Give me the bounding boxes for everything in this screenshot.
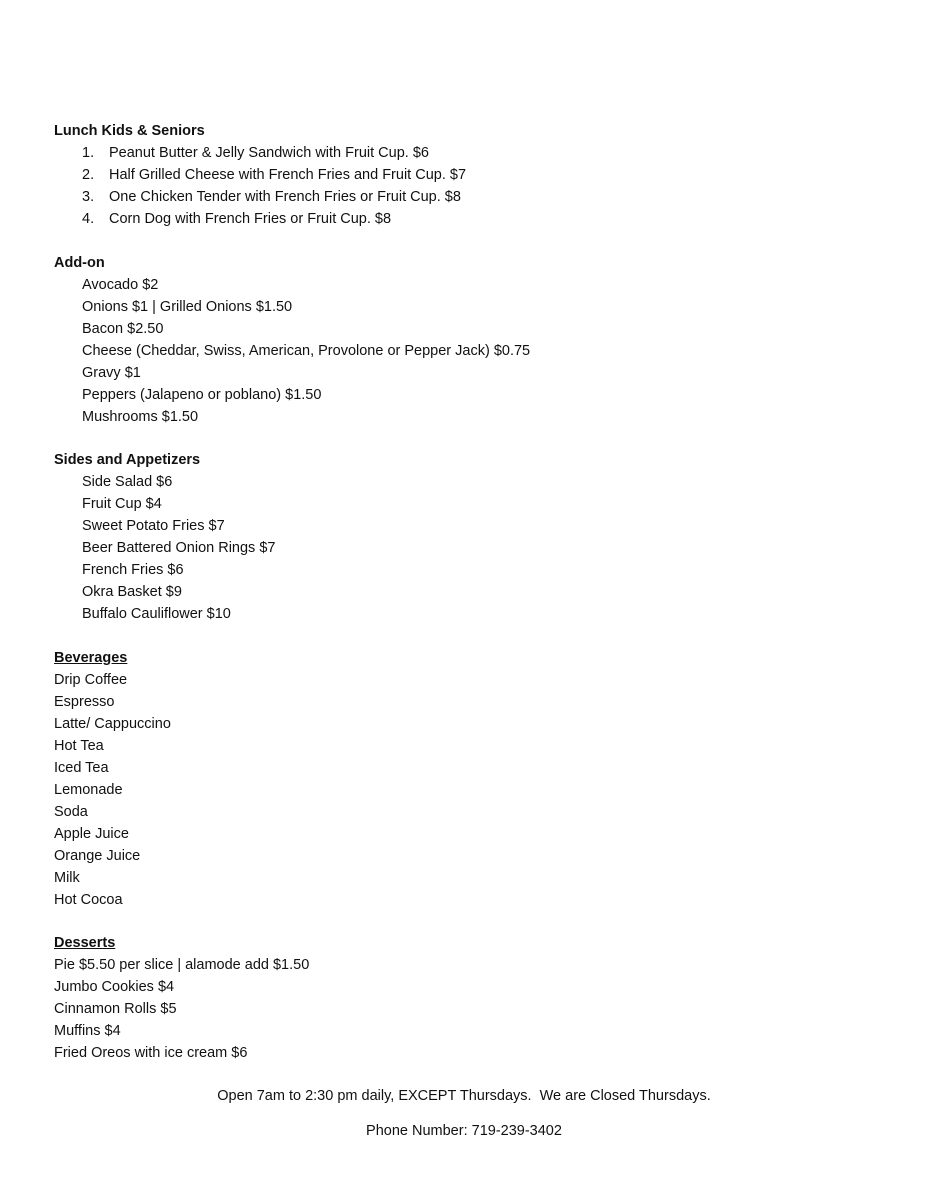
list-item: Okra Basket $9 — [82, 584, 182, 600]
list-item: Orange Juice — [54, 848, 141, 864]
list-item: Latte/ Cappuccino — [54, 716, 171, 732]
list-item: Espresso — [54, 694, 115, 710]
list-item: Milk — [54, 870, 80, 886]
list-item: Fruit Cup $4 — [82, 496, 162, 512]
list-item: Cinnamon Rolls $5 — [54, 1001, 177, 1017]
list-item: Mushrooms $1.50 — [82, 409, 199, 425]
list-number: 4. — [82, 211, 95, 227]
list-item: Hot Cocoa — [54, 892, 123, 908]
list-item: Jumbo Cookies $4 — [54, 979, 175, 995]
phone-number: Phone Number: 719-239-3402 — [366, 1123, 562, 1139]
list-item: Lemonade — [54, 782, 123, 798]
list-item: Soda — [54, 804, 88, 820]
list-item-text: Peanut Butter & Jelly Sandwich with Fruit Cup. $6 — [109, 145, 429, 161]
list-item: Beer Battered Onion Rings $7 — [82, 540, 276, 556]
list-item — [54, 164, 466, 186]
sides-heading: Sides and Appetizers — [54, 452, 201, 468]
list-item-text: One Chicken Tender with French Fries or Fruit Cup. $8 — [109, 189, 461, 205]
list-item: Muffins $4 — [54, 1023, 121, 1039]
list-item: Sweet Potato Fries $7 — [82, 518, 225, 534]
list-item-text: Corn Dog with French Fries or Fruit Cup. $8 — [109, 211, 392, 227]
list-item — [54, 186, 466, 208]
list-item: Bacon $2.50 — [82, 321, 164, 337]
list-item: French Fries $6 — [82, 562, 184, 578]
list-item: Pie $5.50 per slice | alamode add $1.50 — [54, 957, 310, 973]
beverages-section — [54, 647, 171, 911]
desserts-heading: Desserts — [54, 935, 116, 951]
lunch-section — [54, 120, 466, 230]
lunch-heading: Lunch Kids & Seniors — [54, 123, 205, 139]
sides-section — [54, 449, 275, 625]
list-item: Hot Tea — [54, 738, 104, 754]
list-number: 1. — [82, 145, 95, 161]
list-item-text: Half Grilled Cheese with French Fries and Fruit Cup. $7 — [109, 167, 467, 183]
list-item: Fried Oreos with ice cream $6 — [54, 1045, 248, 1061]
list-item: Apple Juice — [54, 826, 129, 842]
beverages-heading: Beverages — [54, 650, 128, 666]
list-item: Avocado $2 — [82, 277, 159, 293]
desserts-section — [54, 932, 309, 1064]
list-item: Cheese (Cheddar, Swiss, American, Provolone or Pepper Jack) $0.75 — [82, 343, 531, 359]
addon-heading: Add-on — [54, 255, 105, 271]
list-item: Iced Tea — [54, 760, 109, 776]
list-item: Onions $1 | Grilled Onions $1.50 — [82, 299, 293, 315]
list-number: 3. — [82, 189, 95, 205]
addon-section — [54, 252, 530, 428]
list-item — [54, 142, 466, 164]
list-item: Buffalo Cauliflower $10 — [82, 606, 231, 622]
list-item: Drip Coffee — [54, 672, 128, 688]
list-number: 2. — [82, 167, 95, 183]
list-item: Peppers (Jalapeno or poblano) $1.50 — [82, 387, 322, 403]
hours-notice: Open 7am to 2:30 pm daily, EXCEPT Thursdays. We are Closed Thursdays. — [217, 1088, 711, 1104]
list-item: Gravy $1 — [82, 365, 141, 381]
list-item — [54, 208, 466, 230]
list-item: Side Salad $6 — [82, 474, 173, 490]
